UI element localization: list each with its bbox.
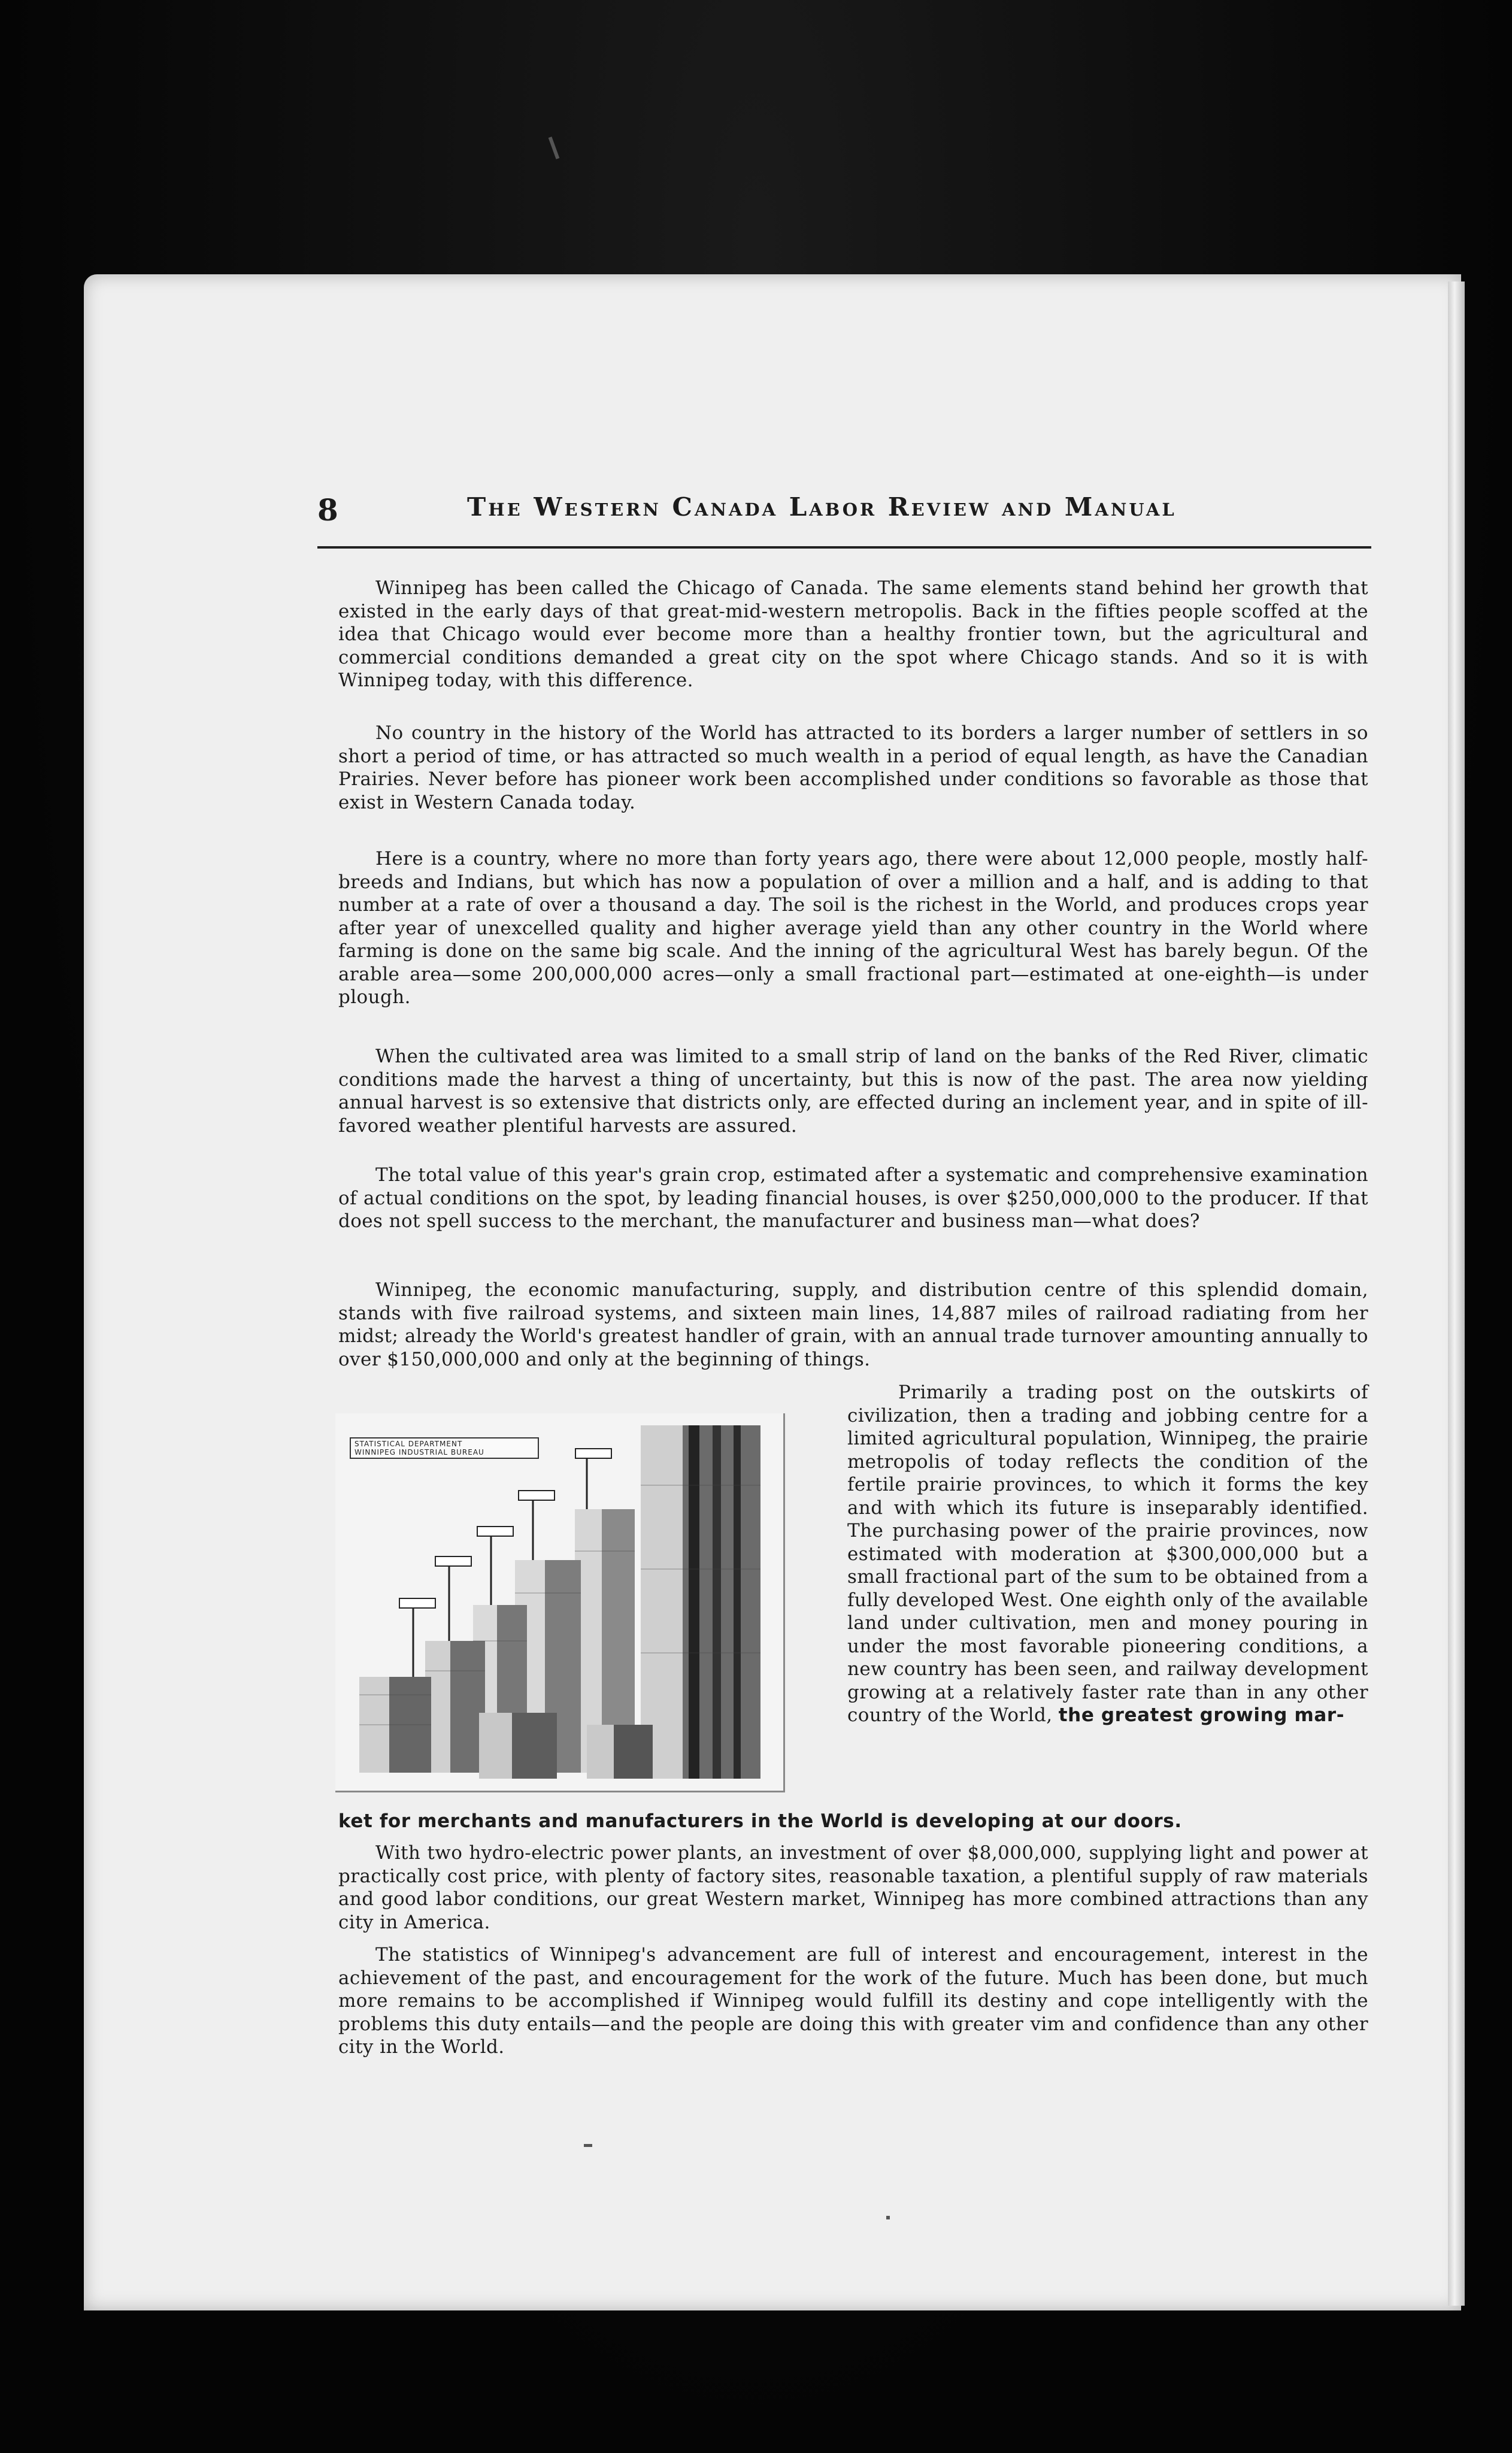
paragraph: The total value of this year's grain crop, estimated after a systematic and comprehensive examination of actual conditions on the spot, by leading financial houses, is over $250,000,000 to the producer. If that does not spell success to the merchant, the manufacturer and business man—what does? <box>338 1164 1368 1232</box>
bag-label-tag <box>399 1598 436 1609</box>
paragraph: Here is a country, where no more than forty years ago, there were about 12,000 people, mostly half-breeds and Indians, but which has now a population of over a million and a half, and is adding to that number at a rate of over a thousand a day. The soil is the richest in the World, and produces crops year after year of unexcelled quality and higher average yield than any other country in the World where farming is done on the same big scale. And the inning of the agricultural West has barely begun. Of the arable area—some 200,000,000 acres—only a small fractional part—estimated at one-eighth—is under plough. <box>338 848 1368 1008</box>
paragraph: Winnipeg has been called the Chicago of Canada. The same elements stand behind her growth that existed in the early days of that great-mid-western metropolis. Back in the fifties people scoffed at the idea that Chicago would ever become more than a healthy frontier town, but the agricultural and commercial conditions demanded a great city on the spot where Chicago stands. And so it is with Winnipeg today, with this difference. <box>338 577 1368 691</box>
scan-speck <box>886 2216 890 2219</box>
paragraph: No country in the history of the World has attracted to its borders a larger number of settlers in so short a period of time, or has attracted so much wealth in a period of equal length, as have the Canadian Prairies. Never before has pioneer work been accomplished under conditions so favorable as those that exist in Western Canada today. <box>338 722 1368 813</box>
bag-label-tag <box>435 1556 472 1567</box>
scan-speck <box>584 2144 592 2147</box>
figure-caption-line: WINNIPEG INDUSTRIAL BUREAU <box>354 1448 484 1456</box>
figure-caption-line: STATISTICAL DEPARTMENT <box>354 1440 463 1448</box>
paragraph: Winnipeg, the economic manufacturing, supply, and distribution centre of this splendid domain, stands with five railroad systems, and sixteen main lines, 14,887 miles of railroad radiating from her midst; already the World's greatest handler of grain, with an annual trade turnover amounting annually to over $150,000,000 and only at the beginning of things. <box>338 1279 1368 1370</box>
paragraph: The statistics of Winnipeg's advancement are full of interest and encouragement, interest in the achievement of the past, and encouragement for the work of the future. Much has been done, but much more remains to be accomplished if Winnipeg would fulfill its destiny and cope intelligently with the problems this duty entails—and the people are doing this with greater vim and confidence than any other city in the World. <box>338 1944 1368 2058</box>
emphasis-line: ket for merchants and manufacturers in the World is developing at our doors. <box>338 1810 1182 1832</box>
paragraph: With two hydro-electric power plants, an investment of over $8,000,000, supplying light and power at practically cost price, with plenty of factory sites, reasonable taxation, a plentiful supply of raw materials and good labor conditions, our great Western market, Winnipeg has more combined attractions than any city in America. <box>338 1842 1368 1933</box>
bag-label-tag <box>518 1490 555 1501</box>
bag-label-tag <box>477 1526 514 1537</box>
paragraph: When the cultivated area was limited to a small strip of land on the banks of the Red River, climatic conditions made the harvest a thing of uncertainty, but this is now of the past. The area now yielding annual harvest is so extensive that districts only, are effected during an inclement year, and in spite of ill-favored weather plentiful harvests are assured. <box>338 1046 1368 1137</box>
bag-label-tag <box>575 1448 612 1459</box>
emphasis-text: the greatest growing mar- <box>1058 1704 1345 1726</box>
header-rule <box>317 546 1371 549</box>
paragraph-text: Primarily a trading post on the outskirts of civilization, then a trading and jobbing centre for a limited agricultural population, Winnipeg, the prairie metropolis of today reflects the condition of the fertile prairie provinces, to which it forms the key and with which its future is inseparably identified. The purchasing power of the prairie provinces, now estimated with moderation at $300,000,000 but a small fractional part of the sum to be obtained from a fully developed West. One eighth only of the available land under cultivation, men and money pouring in under the most favorable pioneering conditions, a new country has been seen, and railway development growing at a relatively faster rate than in any other country of the World, <box>847 1382 1368 1726</box>
figure-caption <box>350 1437 539 1459</box>
running-head: The Western Canada Labor Review and Manual <box>467 492 1177 522</box>
page-number: 8 <box>317 492 338 528</box>
growth-illustration <box>335 1413 785 1792</box>
paragraph <box>847 1381 1368 1727</box>
page-edge <box>1448 281 1465 2306</box>
